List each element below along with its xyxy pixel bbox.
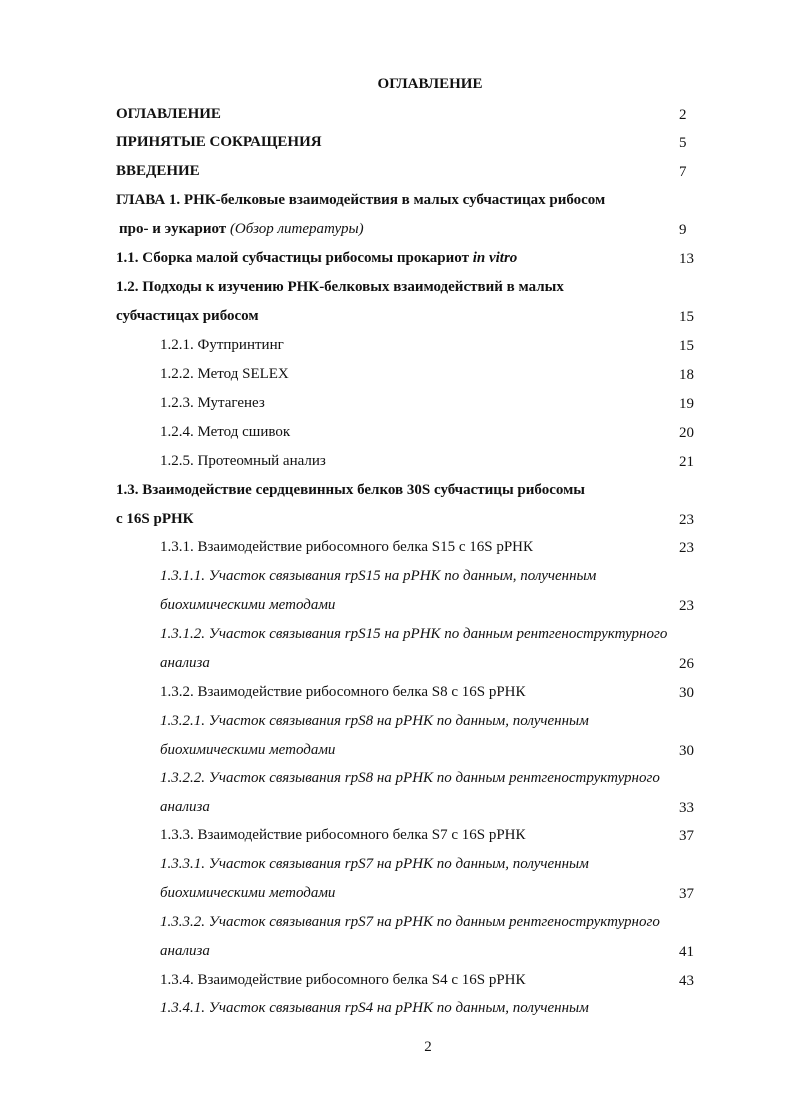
toc-entry-line: 1.3.1.2. Участок связывания rpS15 на рРНК по данным рентгеноструктурного — [160, 626, 668, 642]
toc-entry-line: 1.3.3.2. Участок связывания rpS7 на рРНК по данным рентгеноструктурного — [160, 914, 660, 930]
toc-page: 43 — [679, 973, 694, 989]
toc-page: 19 — [679, 396, 694, 412]
toc-entry-line: анализа — [160, 943, 210, 959]
toc-page: 37 — [679, 886, 694, 902]
toc-text-italic: (Обзор литературы) — [229, 221, 364, 237]
toc-entry: ОГЛАВЛЕНИЕ — [116, 106, 221, 122]
toc-entry-line: 1.2. Подходы к изучению РНК-белковых взаимодействий в малых — [116, 279, 564, 295]
toc-page: 20 — [679, 425, 694, 441]
toc-page: 23 — [679, 540, 694, 556]
toc-entry-line: ГЛАВА 1. РНК-белковые взаимодействия в малых субчастицах рибосом — [116, 192, 606, 208]
toc-entry-line: анализа — [160, 655, 210, 671]
toc-entry-line: 1.3.4.1. Участок связывания rpS4 на рРНК по данным, полученным — [160, 1000, 589, 1016]
toc-entry-line: 1.3.2.1. Участок связывания rpS8 на рРНК по данным, полученным — [160, 713, 589, 729]
toc-entry: 1.2.4. Метод сшивок — [160, 424, 291, 440]
toc-page: 9 — [679, 222, 687, 238]
toc-heading: ОГЛАВЛЕНИЕ — [377, 76, 483, 92]
toc-entry-line: 1.3.2.2. Участок связывания rpS8 на рРНК по данным рентгеноструктурного — [160, 770, 660, 786]
toc-page: 37 — [679, 828, 694, 844]
toc-entry: ВВЕДЕНИЕ — [116, 163, 200, 179]
toc-entry: 1.3.2. Взаимодействие рибосомного белка S8 с 16S рРНК — [160, 684, 526, 700]
toc-entry: 1.2.5. Протеомный анализ — [160, 453, 326, 469]
toc-page: 15 — [679, 309, 694, 325]
toc-text-italic: in vitro — [472, 250, 518, 266]
toc-page: 18 — [679, 367, 694, 383]
toc-entry-line: 1.3.3.1. Участок связывания rpS7 на рРНК по данным, полученным — [160, 856, 589, 872]
toc-page: 41 — [679, 944, 694, 960]
toc-entry-line: анализа — [160, 799, 210, 815]
toc-text: про- и эукариот — [119, 221, 230, 237]
toc-page: 15 — [679, 338, 694, 354]
toc-page: 23 — [679, 598, 694, 614]
toc-text: 1.1. Сборка малой субчастицы рибосомы прокариот — [116, 250, 473, 266]
toc-page: 30 — [679, 743, 694, 759]
toc-page: 2 — [679, 107, 687, 123]
toc-entry: 1.2.3. Мутагенез — [160, 395, 265, 411]
toc-entry-line: с 16S рРНК — [116, 511, 194, 527]
toc-page: 5 — [679, 135, 687, 151]
toc-entry: 1.3.4. Взаимодействие рибосомного белка S4 с 16S рРНК — [160, 972, 526, 988]
toc-page: 23 — [679, 512, 694, 528]
toc-page: 30 — [679, 685, 694, 701]
toc-page: 26 — [679, 656, 694, 672]
toc-page: 21 — [679, 454, 694, 470]
toc-entry-line: 1.3. Взаимодействие сердцевинных белков 30S субчастицы рибосомы — [116, 482, 585, 498]
toc-entry-line — [119, 220, 364, 238]
toc-entry-line: биохимическими методами — [160, 597, 336, 613]
toc-entry-line: биохимическими методами — [160, 742, 336, 758]
toc-entry-line: субчастицах рибосом — [116, 308, 259, 324]
toc-entry: 1.2.2. Метод SELEX — [160, 366, 289, 382]
toc-page: 33 — [679, 800, 694, 816]
toc-entry: 1.3.3. Взаимодействие рибосомного белка S7 с 16S рРНК — [160, 827, 526, 843]
toc-entry-line: биохимическими методами — [160, 885, 336, 901]
toc-page: 7 — [679, 164, 687, 180]
toc-entry: 1.2.1. Футпринтинг — [160, 337, 284, 353]
toc-entry-line: 1.3.1.1. Участок связывания rpS15 на рРНК по данным, полученным — [160, 568, 597, 584]
toc-entry: ПРИНЯТЫЕ СОКРАЩЕНИЯ — [116, 134, 322, 150]
toc-page: 13 — [679, 251, 694, 267]
toc-entry: 1.3.1. Взаимодействие рибосомного белка S15 с 16S рРНК — [160, 539, 533, 555]
page-number: 2 — [424, 1039, 432, 1055]
toc-entry — [116, 249, 517, 267]
